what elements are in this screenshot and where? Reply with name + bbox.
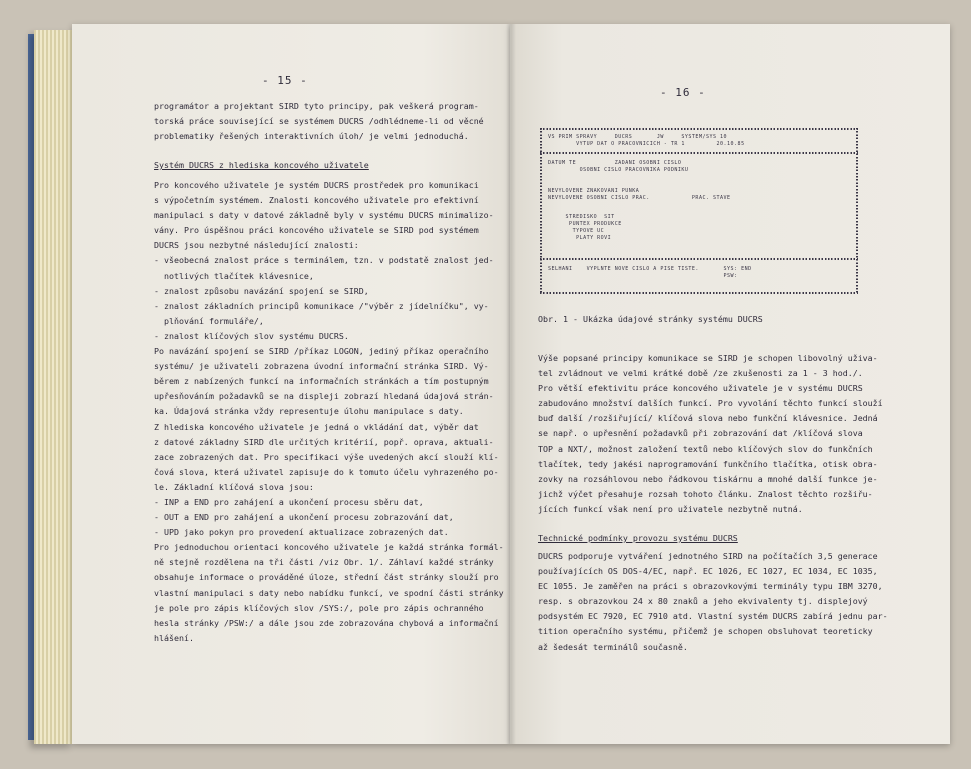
screen-line: OSOBNI CISLO PRACOVNIKA PODNIKU	[548, 167, 689, 173]
screen-divider-footer	[540, 258, 858, 260]
text-line: ka. Údajová stránka vždy representuje úlohu manipulace s daty.	[154, 406, 464, 417]
text-line: upřesňováním požadavků se na displeji zobrazí hledaná údajová strán-	[154, 391, 494, 402]
right-tech-text	[538, 549, 888, 655]
text-line: čová slova, která uživatel zapisuje do k tomuto účelu vyhrazeného po-	[154, 466, 499, 477]
text-line: tition operačního systému, přičemž je schopen obsluhovat teoreticky	[538, 626, 873, 637]
text-line: - všeobecná znalost práce s terminálem, tzn. v podstatě znalost jed-	[154, 255, 494, 266]
text-line: Z hlediska koncového uživatele je jedná o vkládání dat, výběr dat	[154, 421, 479, 432]
text-line: hesla stránky /PSW:/ a dále jsou zde zobrazována chybová a informační	[154, 617, 499, 628]
screen-line: NEVYLOVENE ZNAKOVANI PUNKA	[548, 188, 640, 194]
text-line: tel zvládnout ve velmi krátké době /ze zkušenosti za 1 - 3 hod./.	[538, 368, 863, 379]
figure-screen-sample	[540, 128, 858, 296]
text-line: - znalost klíčových slov systému DUCRS.	[154, 330, 349, 341]
page-stack-edge	[34, 30, 74, 744]
text-line: vány. Pro úspěšnou práci koncového uživatele se SIRD pod systémem	[154, 225, 479, 236]
text-line: hlášení.	[154, 632, 194, 643]
screen-border-left	[540, 128, 542, 294]
screen-line: PLATY ROVI	[548, 235, 612, 241]
text-line: torská práce související se systémem DUCRS /odhlédneme-li od věcné	[154, 116, 484, 127]
screen-divider-header	[540, 152, 858, 154]
text-line: buď další /rozšiřující/ klíčová slova nebo funkční klávesnice. Jedná	[538, 413, 878, 424]
text-line: běrem z nabízených funkcí na informačních stránkách a tím postupným	[154, 376, 489, 387]
screen-line: STREDISKO SIT	[548, 214, 615, 220]
text-line: - znalost způsobu navázání spojení se SIRD,	[154, 285, 369, 296]
text-line: notlivých tlačítek klávesnice,	[154, 270, 314, 281]
screen-line: VYTUP DAT O PRACOVNICICH - TR 1 20.10.85	[548, 141, 745, 147]
text-line: vlastní manipulaci s daty nebo nabídku funkcí, ve spodní části stránky	[154, 587, 504, 598]
screen-border-right	[856, 128, 858, 294]
screen-border-top	[540, 128, 858, 130]
right-section-heading: Technické podmínky provozu systému DUCRS	[538, 533, 738, 543]
right-page-number: - 16 -	[660, 86, 706, 99]
book-gutter	[506, 24, 516, 744]
text-line: programátor a projektant SIRD tyto principy, pak veškerá program-	[154, 101, 479, 111]
right-body-text	[538, 351, 883, 517]
screen-line: PSW:	[548, 273, 738, 279]
screen-line: NEVYLOVENE OSOBNI CISLO PRAC. PRAC. STAVE	[548, 195, 731, 201]
text-line: systému/ je uživateli zobrazena úvodní informační stránka SIRD. Vý-	[154, 361, 489, 372]
text-line: DUCRS podporuje vytváření jednotného SIRD na počítačích 3,5 generace	[538, 551, 878, 561]
text-line: zovky na rozsáhlovou nebo řádkovou tiskárnu a mnohé další funkce je-	[538, 473, 878, 484]
left-section-heading: Systém DUCRS z hlediska koncového uživatele	[154, 160, 369, 170]
text-line: Po navázání spojení se SIRD /příkaz LOGON, jediný příkaz operačního	[154, 346, 489, 357]
screen-border-bottom	[540, 292, 858, 294]
text-line: Pro větší efektivitu práce koncového uživatele je v systému DUCRS	[538, 383, 863, 394]
text-line: používajících OS DOS-4/EC, např. EC 1026, EC 1027, EC 1034, EC 1035,	[538, 566, 878, 577]
text-line: ně stejně rozdělena na tři části /viz Obr. 1/. Záhlaví každé stránky	[154, 557, 494, 568]
left-intro-paragraph	[154, 99, 484, 144]
text-line: - UPD jako pokyn pro provedení aktualizace zobrazených dat.	[154, 527, 449, 538]
text-line: je pole pro zápis klíčových slov /SYS:/, pole pro zápis ochranného	[154, 602, 484, 613]
text-line: resp. s obrazovkou 24 x 80 znaků a jeho ekvivalenty tj. displejový	[538, 596, 868, 607]
text-line: zace zobrazených dat. Pro specifikaci výše uvedených akcí slouží klí-	[154, 451, 499, 462]
text-line: jících funkcí však není pro uživatele nezbytně nutná.	[538, 503, 803, 514]
figure-caption: Obr. 1 - Ukázka údajové stránky systému DUCRS	[538, 314, 763, 324]
text-line: obsahuje informace o prováděné úloze, střední část stránky slouží pro	[154, 572, 499, 583]
text-line: le. Základní klíčová slova jsou:	[154, 481, 314, 492]
text-line: - INP a END pro zahájení a ukončení procesu sběru dat,	[154, 496, 424, 507]
screen-line: TYPOVE UC	[548, 228, 605, 234]
text-line: podsystém EC 7920, EC 7910 atd. Vlastní systém DUCRS zabírá jednu par-	[538, 611, 888, 622]
text-line: se např. o upřesnění požadavků při zobrazování dat /klíčová slova	[538, 428, 863, 439]
text-line: DUCRS jsou nezbytné následující znalosti:	[154, 240, 359, 251]
text-line: Výše popsané principy komunikace se SIRD je schopen libovolný uživa-	[538, 353, 878, 363]
text-line: TOP a NXT/, možnost založení textů nebo klíčových slov do funkčních	[538, 443, 873, 454]
screen-line: DATUM TE ZADANI OSOBNI CISLO	[548, 160, 682, 166]
text-line: problematiky řešených interaktivních úloh/ je velmi jednoduchá.	[154, 131, 469, 142]
screen-line: VS PRIM SPRAVY DUCRS JW SYSTEM/SYS 10	[548, 134, 728, 140]
text-line: Pro koncového uživatele je systém DUCRS prostředek pro komunikaci	[154, 180, 479, 190]
text-line: EC 1055. Je zaměřen na práci s obrazovkovými terminály typu IBM 3270,	[538, 581, 883, 592]
text-line: z datové základny SIRD dle určitých kritérií, popř. oprava, aktuali-	[154, 436, 494, 447]
text-line: - OUT a END pro zahájení a ukončení procesu zobrazování dat,	[154, 512, 454, 523]
screen-line: SELHANI VYPLNTE NOVE CISLO A PISE TISTE. SYS: END	[548, 266, 752, 272]
text-line: zabudováno množství dalších funkcí. Pro vyvolání těchto funkcí slouží	[538, 398, 883, 409]
text-line: Pro jednoduchou orientaci koncového uživatele je každá stránka formál-	[154, 542, 504, 553]
text-line: - znalost základních principů komunikace /"výběr z jídelníčku", vy-	[154, 300, 489, 311]
screen-line: PUNTEX PRODUKCE	[548, 221, 622, 227]
left-page-number: - 15 -	[262, 74, 308, 87]
text-line: manipulaci s daty v datové základně byly v systému DUCRS minimalizo-	[154, 210, 494, 221]
text-line: plňování formuláře/,	[154, 315, 264, 326]
text-line: tlačítek, tedy jakési naprogramování funkčního tlačítka, otisk obra-	[538, 458, 878, 469]
text-line: až šedesát terminálů současně.	[538, 641, 688, 652]
left-body-text	[154, 178, 504, 646]
text-line: jichž výčet přesahuje rozsah tohoto článku. Znalost těchto rozšiřu-	[538, 488, 873, 499]
text-line: s výpočetním systémem. Znalosti koncového uživatele pro efektivní	[154, 195, 479, 206]
